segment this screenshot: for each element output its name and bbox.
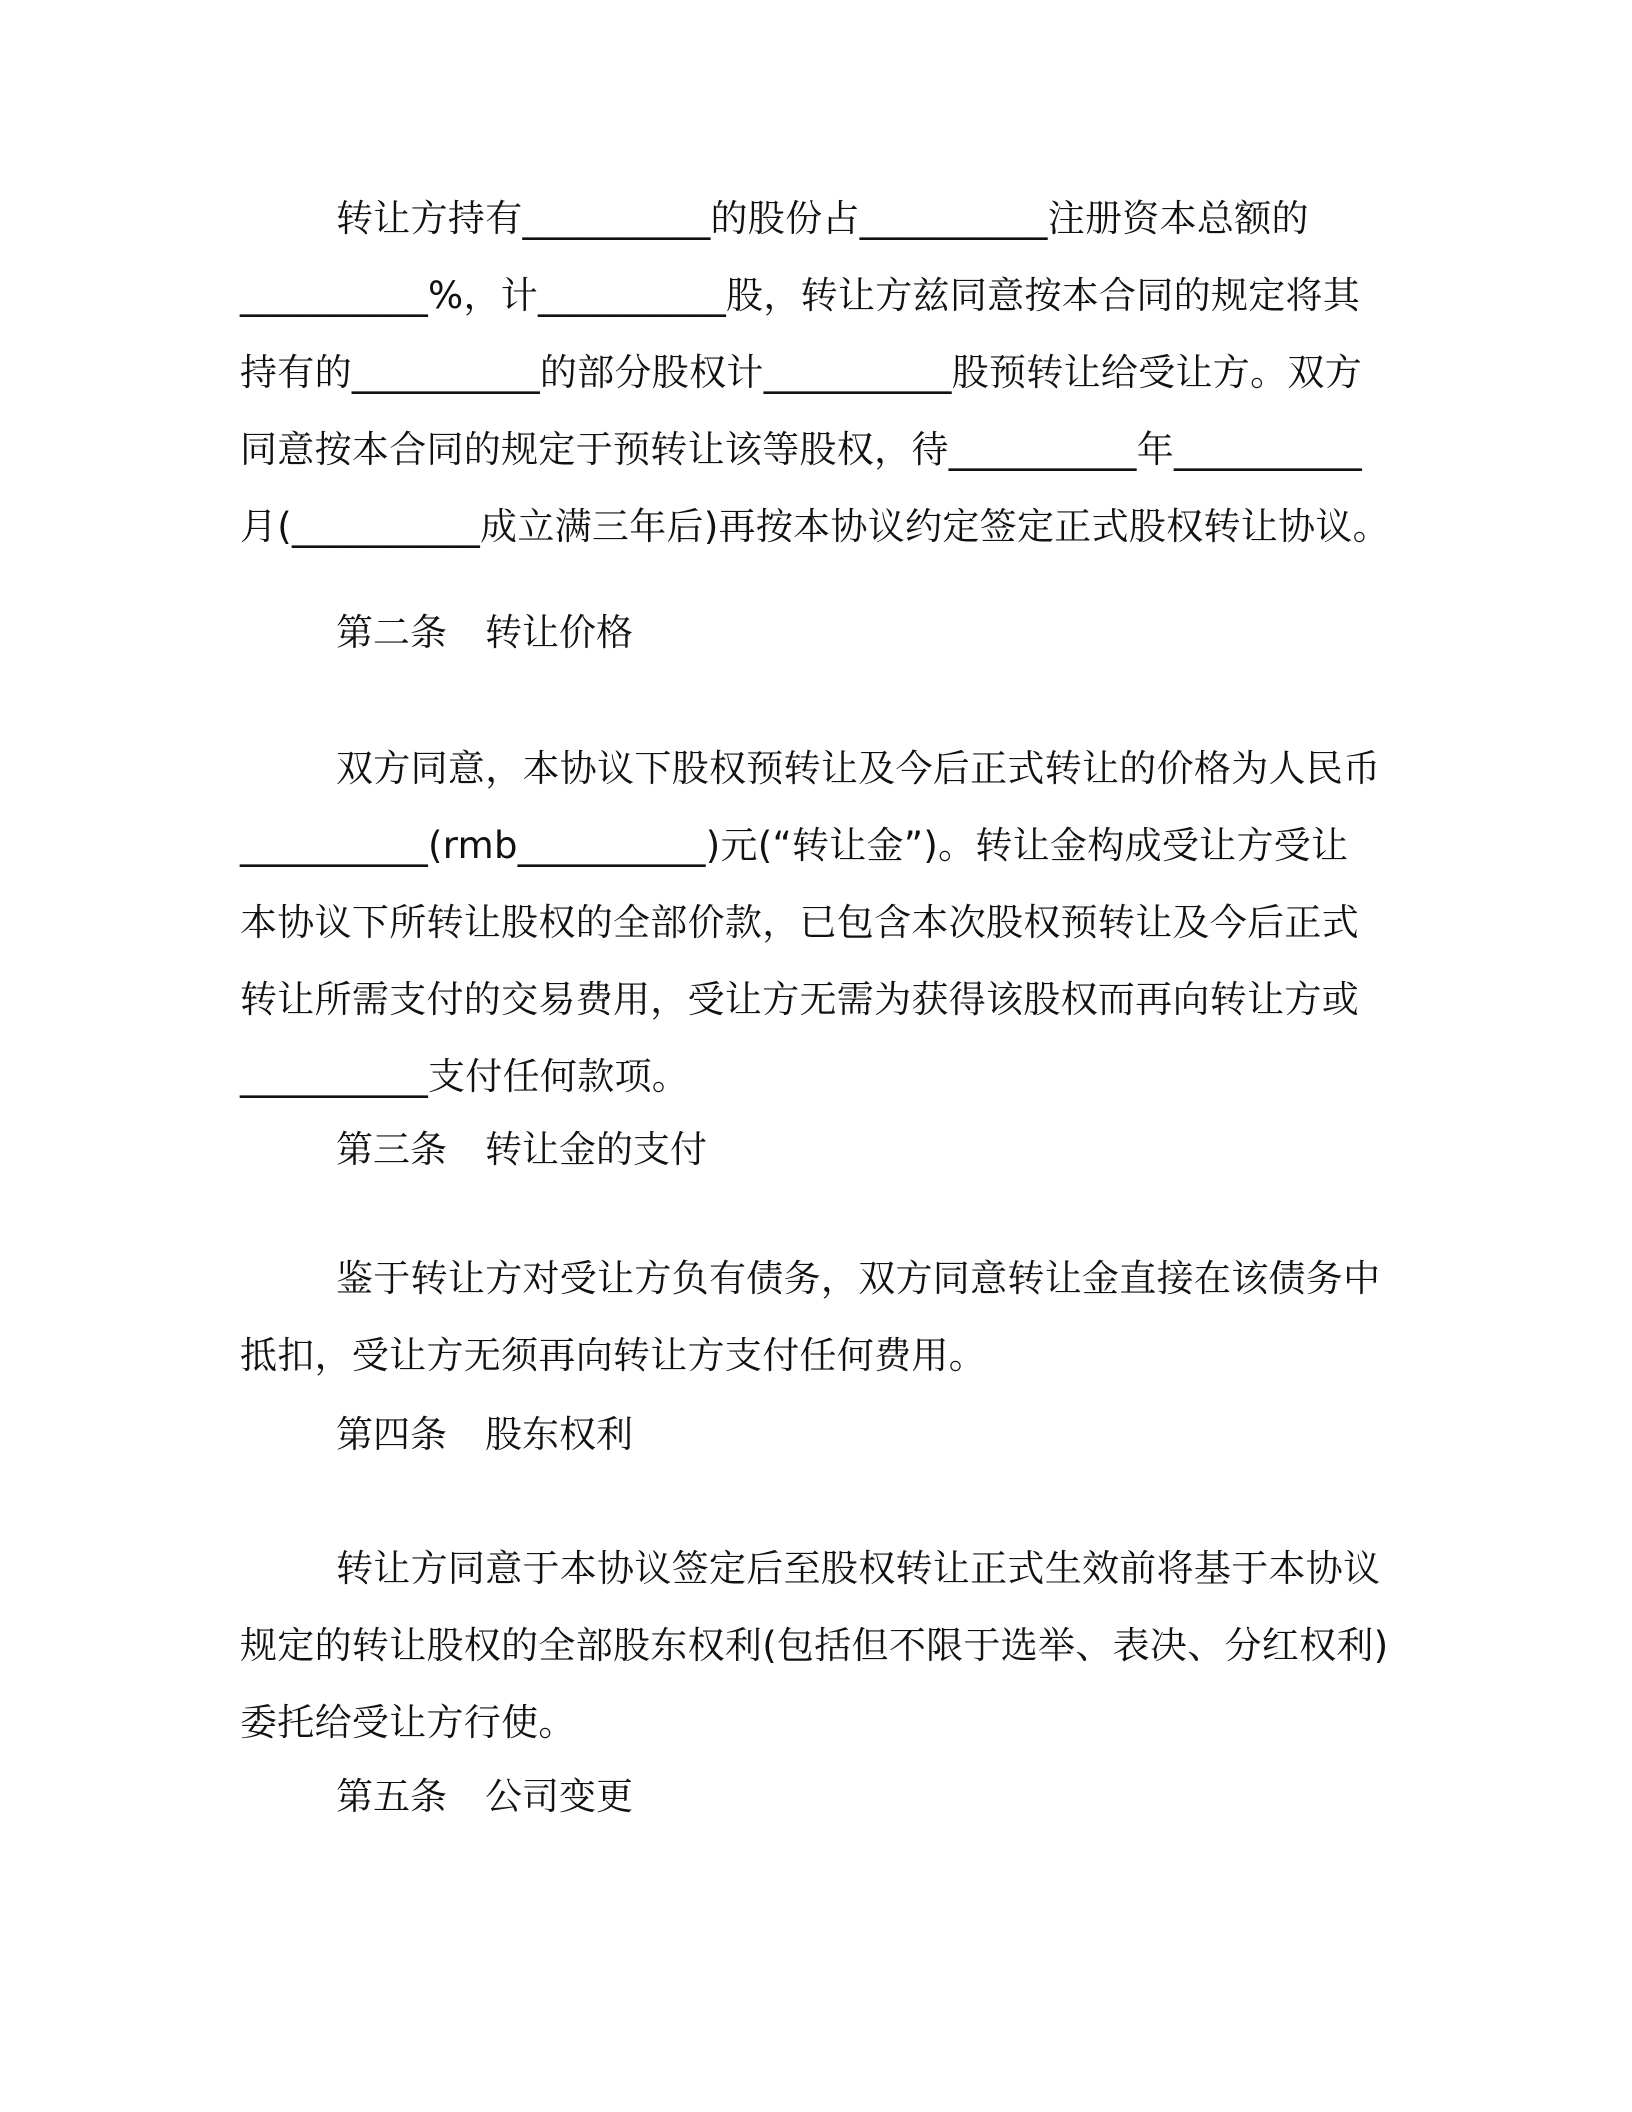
article-heading-shareholder-rights <box>336 1410 633 1460</box>
paragraph-transfer-price <box>240 730 1390 1115</box>
paragraph-line: 同意按本合同的规定于预转让该等股权，待__________年__________ <box>240 428 1362 471</box>
paragraph-shareholder-rights <box>240 1530 1390 1761</box>
article-heading-payment <box>336 1125 707 1175</box>
paragraph-line: __________%，计__________股，转让方兹同意按本合同的规定将其 <box>240 274 1361 317</box>
paragraph-line: 规定的转让股权的全部股东权利(包括但不限于选举、表决、分红权利) <box>240 1624 1389 1667</box>
article-title: 公司变更 <box>485 1775 633 1818</box>
paragraph-equity-transfer-scope <box>240 180 1390 565</box>
article-title: 转让金的支付 <box>485 1128 707 1171</box>
paragraph-payment <box>240 1240 1390 1394</box>
paragraph-line: 持有的__________的部分股权计__________股预转让给受让方。双方 <box>240 351 1362 394</box>
paragraph-line: 月(__________成立满三年后)再按本协议约定签定正式股权转让协议。 <box>240 505 1390 548</box>
article-heading-transfer-price <box>336 608 633 658</box>
paragraph-line: 鉴于转让方对受让方负有债务，双方同意转让金直接在该债务中 <box>336 1257 1381 1300</box>
paragraph-line: 抵扣，受让方无须再向转让方支付任何费用。 <box>240 1334 986 1377</box>
article-title: 转让价格 <box>485 611 633 654</box>
article-number: 第四条 <box>336 1413 447 1456</box>
article-title: 股东权利 <box>485 1413 633 1456</box>
paragraph-line: 双方同意，本协议下股权预转让及今后正式转让的价格为人民币 <box>336 747 1381 790</box>
paragraph-line: 转让方同意于本协议签定后至股权转让正式生效前将基于本协议 <box>336 1547 1381 1590</box>
article-number: 第五条 <box>336 1775 447 1818</box>
article-number: 第三条 <box>336 1128 447 1171</box>
article-number: 第二条 <box>336 611 447 654</box>
paragraph-line: 转让方持有__________的股份占__________注册资本总额的 <box>336 197 1309 240</box>
paragraph-line: 本协议下所转让股权的全部价款，已包含本次股权预转让及今后正式 <box>240 901 1359 944</box>
article-heading-company-change <box>336 1772 633 1822</box>
paragraph-line: __________(rmb__________)元(“转让金”)。转让金构成受让方受让 <box>240 824 1349 867</box>
paragraph-line: 委托给受让方行使。 <box>240 1701 576 1744</box>
paragraph-line: __________支付任何款项。 <box>240 1055 690 1098</box>
paragraph-line: 转让所需支付的交易费用，受让方无需为获得该股权而再向转让方或 <box>240 978 1359 1021</box>
